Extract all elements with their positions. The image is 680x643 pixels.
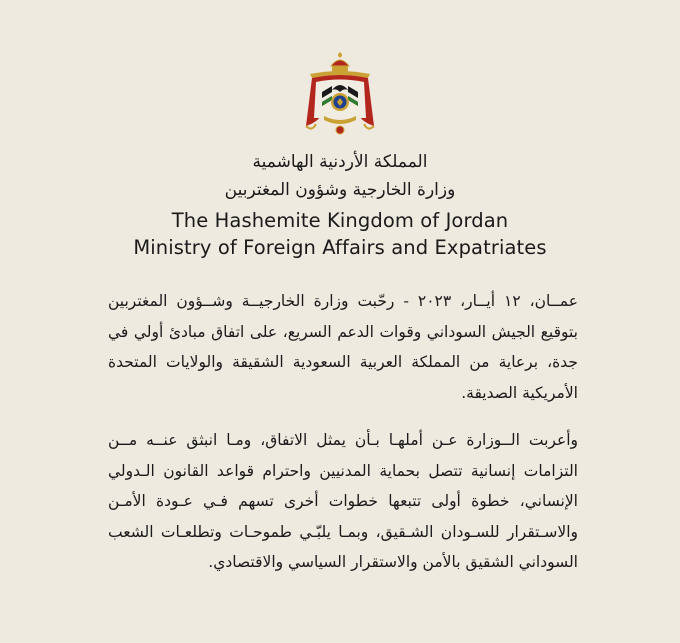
statement-paragraph-2: وأعربت الــوزارة عـن أملهـا بـأن يمثل الاتفاق، ومـا انبثق عنــه مــن التزامات إنسانية تتصل بحماية المدنيين واحترام قواعد القانون الـدولي الإنساني، خطوة أولى تتبعها خطوات أخرى تسهم فـي عـودة الأمـن والاسـتقرار للسـودان الشـقيق، وبمـا يلبّـي طموحـات وتطلعـات الشعب السوداني الشقيق بالأمن والاستقرار السياسي والاقتصادي. <box>108 431 578 571</box>
statement-paragraph-1: عمــان، ١٢ أيــار، ٢٠٢٣ - رحّبت وزارة الخارجيــة وشــؤون المغتربين بتوقيع الجيش السوداني وقوات الدعم السريع، على اتفاق مبادئ أولي في جدة، برعاية من المملكة العربية السعودية الشقيقة والولايات المتحدة الأمريكية الصديقة. <box>108 292 578 402</box>
header-english-ministry: Ministry of Foreign Affairs and Expatriates <box>133 236 547 259</box>
crown-icon <box>331 52 349 73</box>
header-english-kingdom: The Hashemite Kingdom of Jordan <box>171 209 509 232</box>
jordan-coat-of-arms-icon <box>302 52 378 140</box>
header-arabic-ministry: وزارة الخارجية وشؤون المغتربين <box>224 180 456 200</box>
header-arabic-kingdom: المملكة الأردنية الهاشمية <box>252 152 428 172</box>
